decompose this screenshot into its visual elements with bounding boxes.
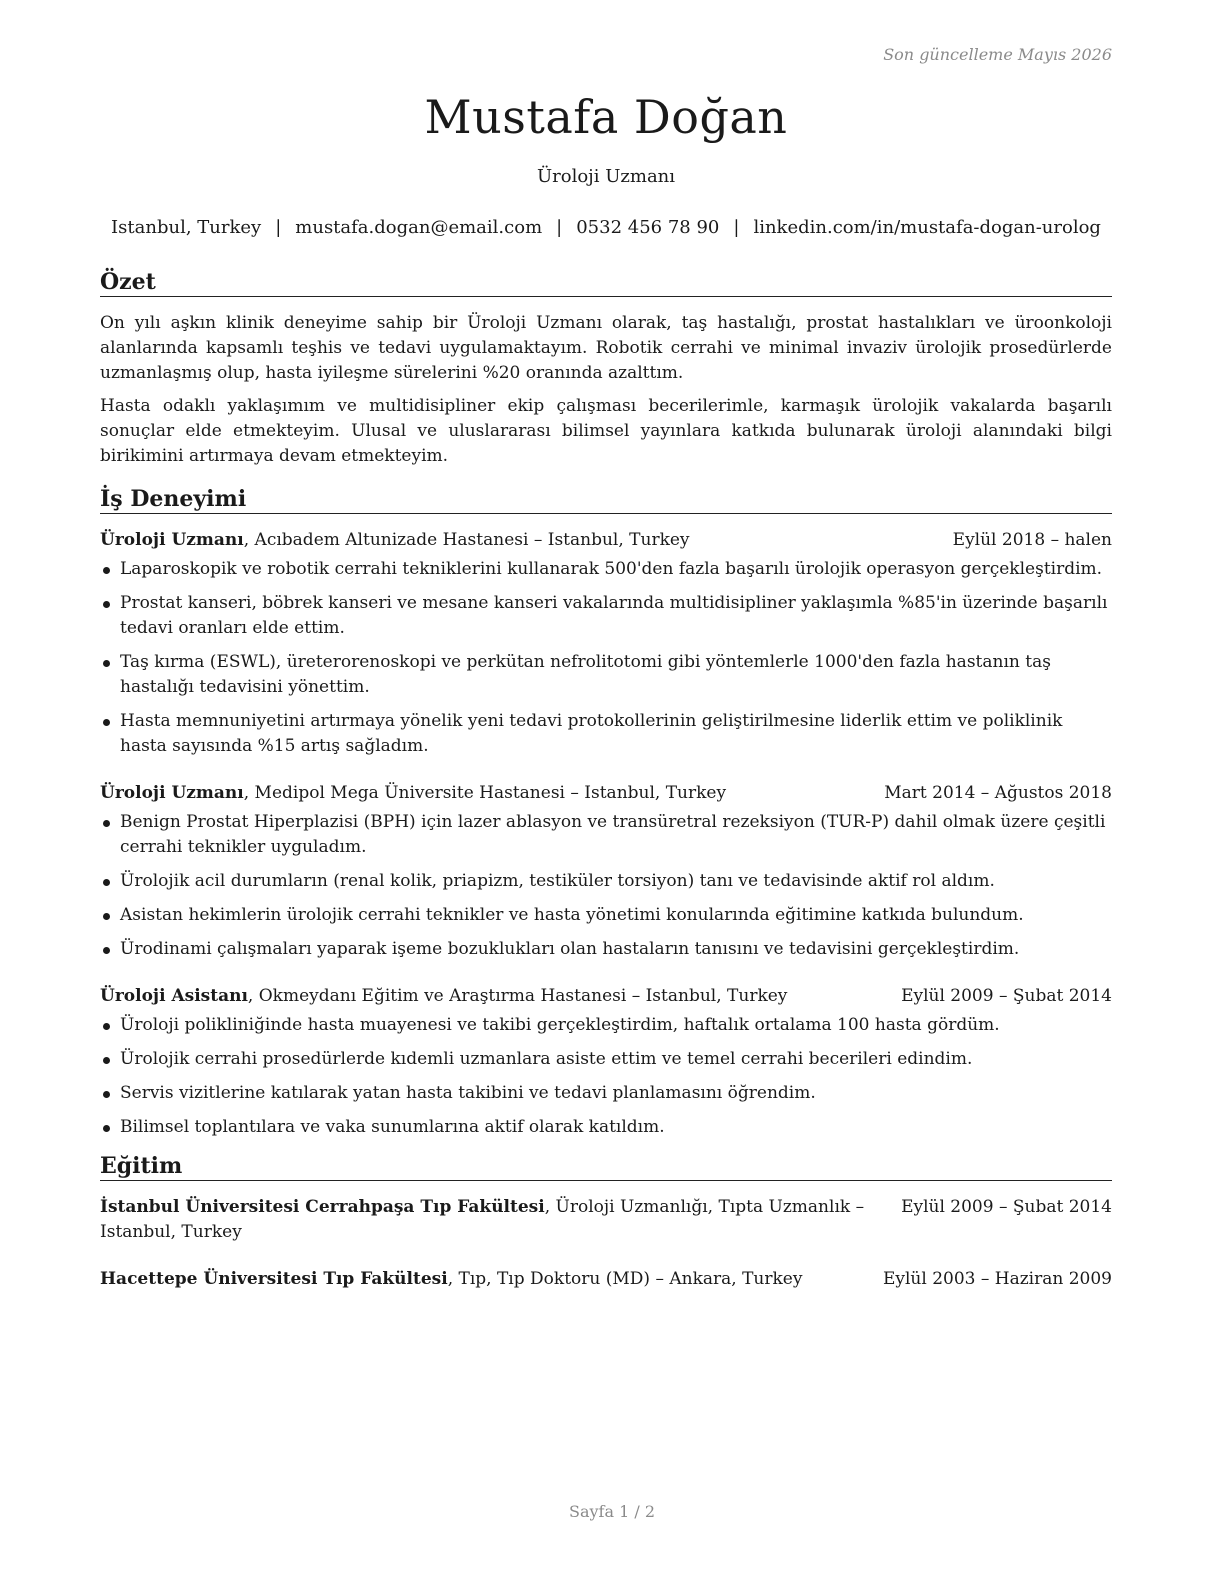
list-item: Servis vizitlerine katılarak yatan hasta takibini ve tedavi planlamasını öğrendim.: [100, 1081, 1112, 1106]
education-entry: [100, 1195, 1112, 1245]
job-role: Üroloji Uzmanı: [100, 783, 244, 803]
list-item: Ürolojik cerrahi prosedürlerde kıdemli uzmanlara asiste ettim ve temel cerrahi becerileri edindim.: [100, 1047, 1112, 1072]
contact-location: Istanbul, Turkey: [111, 217, 262, 238]
contact-separator: |: [275, 217, 282, 238]
education-detail: , Tıp, Tıp Doktoru (MD) – Ankara, Turkey: [447, 1269, 803, 1289]
job-organization: , Medipol Mega Üniversite Hastanesi – Istanbul, Turkey: [243, 783, 727, 803]
experience-section: [100, 485, 1112, 1140]
contact-line: [100, 216, 1112, 240]
education-detail: , Üroloji Uzmanlığı, Tıpta Uzmanlık – Istanbul, Turkey: [100, 1197, 865, 1242]
job-dates: Eylül 2018 – halen: [952, 530, 1112, 550]
summary-paragraph: Hasta odaklı yaklaşımım ve multidisipliner ekip çalışması becerilerimle, karmaşık ürolojik vakalarda başarılı sonuçlar elde etmekteyim. Ulusal ve uluslararası bilimsel yayınlara katkıda bulunarak üroloji alanındaki bilgi birikimini artırmaya devam etmekteyim.: [100, 396, 1112, 466]
section-title-summary: Özet: [100, 268, 1112, 297]
education-dates: Eylül 2003 – Haziran 2009: [882, 1269, 1112, 1289]
contact-email[interactable]: mustafa.dogan@email.com: [295, 217, 543, 238]
education-entry: [100, 1267, 1112, 1292]
education-school: İstanbul Üniversitesi Cerrahpaşa Tıp Fakültesi: [100, 1197, 545, 1217]
list-item: Hasta memnuniyetini artırmaya yönelik yeni tedavi protokollerinin geliştirilmesine liderlik ettim ve poliklinik hasta sayısında %15 artış sağladım.: [100, 709, 1112, 759]
list-item: Asistan hekimlerin ürolojik cerrahi teknikler ve hasta yönetimi konularında eğitimine katkıda bulundum.: [100, 903, 1112, 928]
job-role: Üroloji Asistanı: [100, 986, 248, 1006]
list-item: Üroloji polikliniğinde hasta muayenesi ve takibi gerçekleştirdim, haftalık ortalama 100 hasta gördüm.: [100, 1013, 1112, 1038]
job-bullets: [100, 810, 1112, 962]
job-dates: Mart 2014 – Ağustos 2018: [884, 783, 1112, 803]
job-bullets: [100, 557, 1112, 759]
job-entry: [100, 984, 1112, 1140]
list-item: Laparoskopik ve robotik cerrahi tekniklerini kullanarak 500'den fazla başarılı ürolojik operasyon gerçekleştirdim.: [100, 557, 1112, 582]
job-organization: , Acıbadem Altunizade Hastanesi – Istanbul, Turkey: [243, 530, 690, 550]
education-school: Hacettepe Üniversitesi Tıp Fakültesi: [100, 1269, 448, 1289]
section-title-experience: İş Deneyimi: [100, 485, 1112, 514]
list-item: Ürodinami çalışmaları yaparak işeme bozuklukları olan hastaların tanısını ve tedavisini gerçekleştirdim.: [100, 937, 1112, 962]
candidate-name: Mustafa Doğan: [424, 90, 788, 144]
education-dates: Eylül 2009 – Şubat 2014: [901, 1197, 1112, 1217]
list-item: Ürolojik acil durumların (renal kolik, priapizm, testiküler torsiyon) tanı ve tedavisinde aktif rol aldım.: [100, 869, 1112, 894]
job-role: Üroloji Uzmanı: [100, 530, 244, 550]
job-organization: , Okmeydanı Eğitim ve Araştırma Hastanesi – Istanbul, Turkey: [247, 986, 788, 1006]
job-entry: [100, 528, 1112, 759]
job-dates: Eylül 2009 – Şubat 2014: [901, 986, 1112, 1006]
contact-separator: |: [556, 217, 563, 238]
job-entry: [100, 781, 1112, 962]
job-header: [100, 528, 1112, 553]
list-item: Bilimsel toplantılara ve vaka sunumlarına aktif olarak katıldım.: [100, 1115, 1112, 1140]
summary-section: [100, 268, 1112, 469]
education-section: [100, 1152, 1112, 1292]
list-item: Taş kırma (ESWL), üreterorenoskopi ve perkütan nefrolitotomi gibi yöntemlerle 1000'den fazla hastanın taş hastalığı tedavisini yönettim.: [100, 650, 1112, 700]
candidate-headline: Üroloji Uzmanı: [536, 166, 676, 187]
page-number: Sayfa 1 / 2: [568, 1502, 655, 1521]
list-item: Prostat kanseri, böbrek kanseri ve mesane kanseri vakalarında multidisipliner yaklaşımla %85'in üzerinde başarılı tedavi oranları elde ettim.: [100, 591, 1112, 641]
list-item: Benign Prostat Hiperplazisi (BPH) için lazer ablasyon ve transüretral rezeksiyon (TUR-P) dahil olmak üzere çeşitli cerrahi teknikler uyguladım.: [100, 810, 1112, 860]
job-header: [100, 781, 1112, 806]
last-updated: Son güncelleme Mayıs 2026: [883, 45, 1112, 64]
contact-separator: |: [733, 217, 740, 238]
contact-linkedin[interactable]: linkedin.com/in/mustafa-dogan-urolog: [753, 217, 1101, 238]
job-bullets: [100, 1013, 1112, 1140]
section-title-education: Eğitim: [100, 1152, 1112, 1181]
contact-phone[interactable]: 0532 456 78 90: [576, 217, 720, 238]
summary-paragraph: On yılı aşkın klinik deneyime sahip bir Üroloji Uzmanı olarak, taş hastalığı, prostat hastalıkları ve üroonkoloji alanlarında kapsamlı teşhis ve tedavi uygulamaktayım. Robotik cerrahi ve minimal invaziv ürolojik prosedürlerde uzmanlaşmış olup, hasta iyileşme sürelerini %20 oranında azalttım.: [100, 313, 1112, 383]
job-header: [100, 984, 1112, 1009]
